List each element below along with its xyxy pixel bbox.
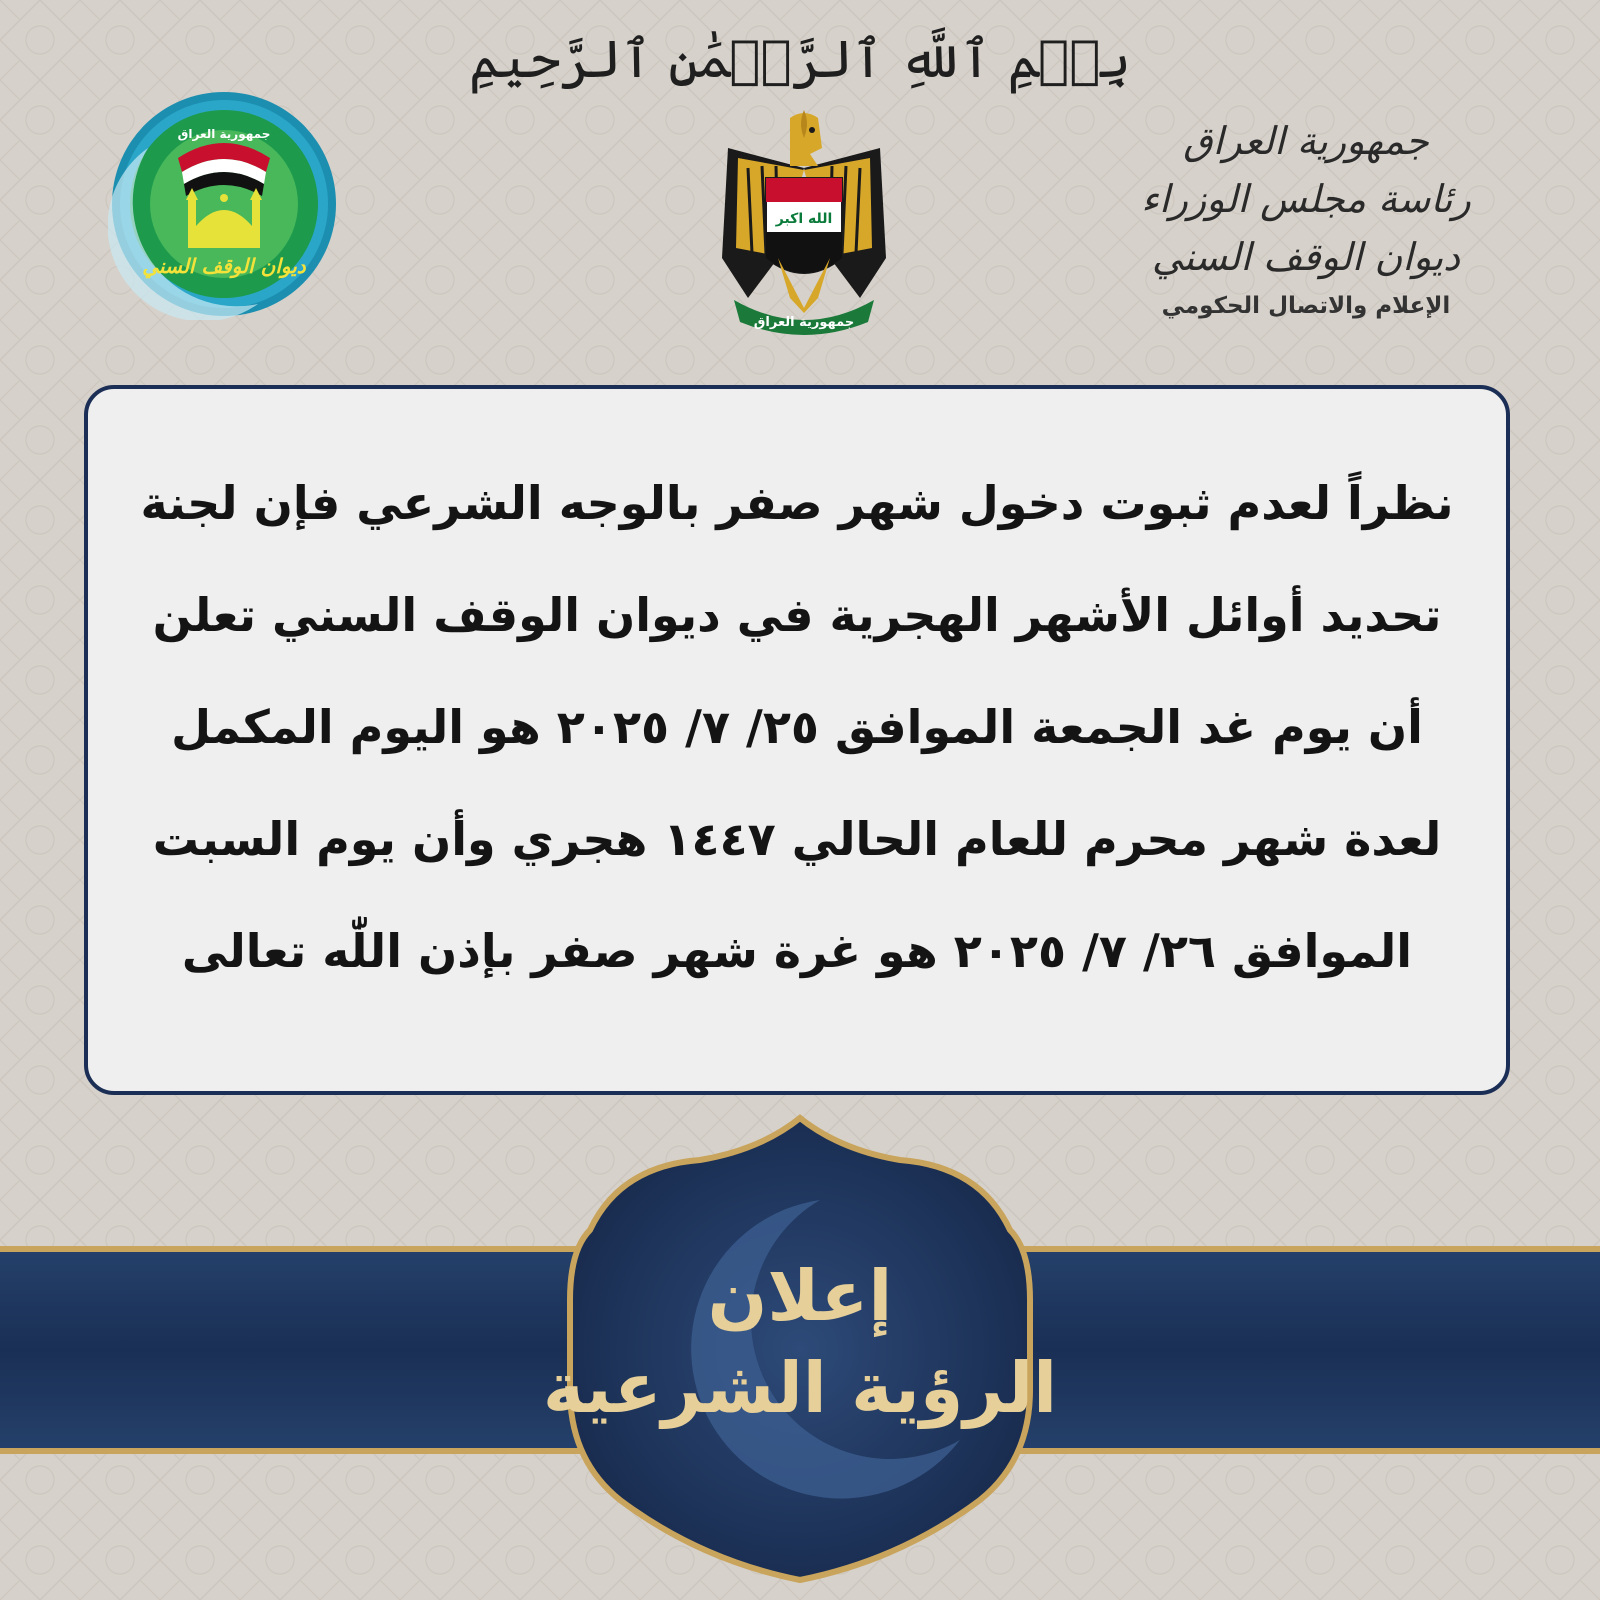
seal-top-text: جمهورية العراق — [177, 127, 271, 141]
emblem-ribbon-text: جمهورية العراق — [753, 315, 855, 330]
masthead-diwan: ديوان الوقف السني — [1151, 235, 1461, 279]
sunni-endowment-seal-icon — [108, 88, 340, 320]
iraq-eagle-emblem-icon — [718, 108, 890, 340]
basmala: بِسۡمِ ٱللَّهِ ٱلرَّحۡمَٰنِ ٱلرَّحِيمِ — [469, 30, 1131, 90]
masthead — [1096, 112, 1516, 326]
shield-text: الله اكبر — [775, 211, 833, 227]
masthead-media-dept: الإعلام والاتصال الحكومي — [1161, 293, 1451, 319]
announcement-card — [84, 385, 1510, 1095]
footer-title-sighting: الرؤية الشرعية — [542, 1347, 1058, 1429]
footer-title-announcement: إعلان — [707, 1255, 893, 1337]
seal-name-text: ديوان الوقف السني — [142, 254, 306, 278]
footer-title — [450, 1250, 1150, 1434]
announcement-text: نظراً لعدم ثبوت دخول شهر صفر بالوجه الشرعي فإن لجنة تحديد أوائل الأشهر الهجرية في ديوان الوقف السني تعلن أن يوم غد الجمعة الموافق ٢٥/ ٧/ ٢٠٢٥ هو اليوم المكمل لعدة شهر محرم للعام الحالي ١٤٤٧ هجري وأن يوم السبت الموافق ٢٦/ ٧/ ٢٠٢٥ هو غرة شهر صفر بإذن اللّٰه تعالى — [140, 476, 1454, 978]
masthead-republic: جمهورية العراق — [1183, 119, 1429, 163]
iraq-flag-shield — [766, 178, 842, 273]
masthead-cabinet: رئاسة مجلس الوزراء — [1141, 177, 1471, 221]
